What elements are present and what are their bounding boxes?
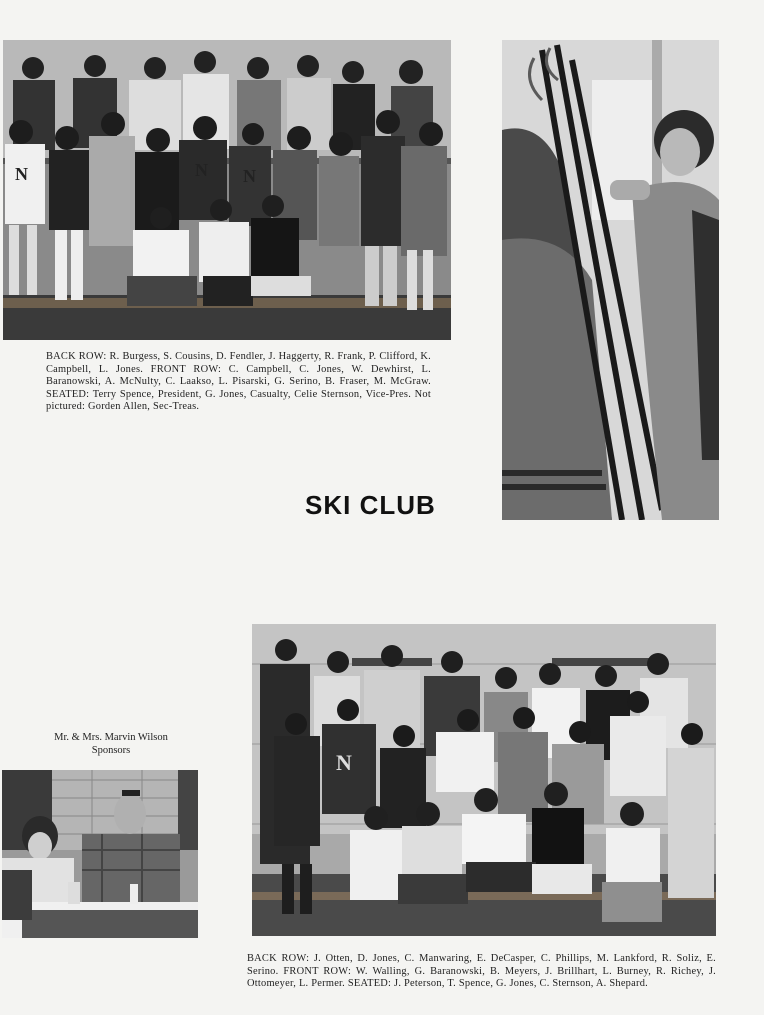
svg-text:N: N: [15, 164, 28, 184]
bottom-group-caption: BACK ROW: J. Otten, D. Jones, C. Manwaring, E. DeCasper, C. Phillips, M. Lankford, R. Soliz, E. Serino. FRONT ROW: W. Walling, G. Baranowski, B. Meyers, J. Brillhart, L. Burney, R. Richey, J. Ottomeyer, L. Permer. SEATED: J. Peterson, T. Spence, G. Jones, C. Sternson, A. Shepard.: [247, 953, 716, 990]
svg-text:N: N: [336, 750, 352, 775]
group-photo-top: [3, 40, 451, 340]
sponsors-role: Sponsors: [91, 745, 131, 756]
sponsors-label: [0, 731, 222, 757]
sponsors-names: Mr. & Mrs. Marvin Wilson: [54, 732, 168, 743]
group-photo-bottom: [252, 624, 716, 936]
svg-text:N: N: [243, 166, 256, 186]
sponsors-photo: [2, 770, 198, 938]
top-group-caption: BACK ROW: R. Burgess, S. Cousins, D. Fendler, J. Haggerty, R. Frank, P. Clifford, K. Campbell, L. Jones. FRONT ROW: C. Campbell, C. Jones, W. Dewhirst, L. Baranowski, A. McNulty, C. Laakso, L. Pisarski, G. Serino, B. Fraser, M. McGraw. SEATED: Terry Spence, President, G. Jones, Casualty, Celie Sternson, Vice-Pres. Not pictured: Gorden Allen, Sec-Treas.: [46, 351, 431, 413]
svg-text:N: N: [195, 160, 208, 180]
skier-photo: [502, 40, 719, 520]
page-title: SKI CLUB: [305, 490, 436, 520]
